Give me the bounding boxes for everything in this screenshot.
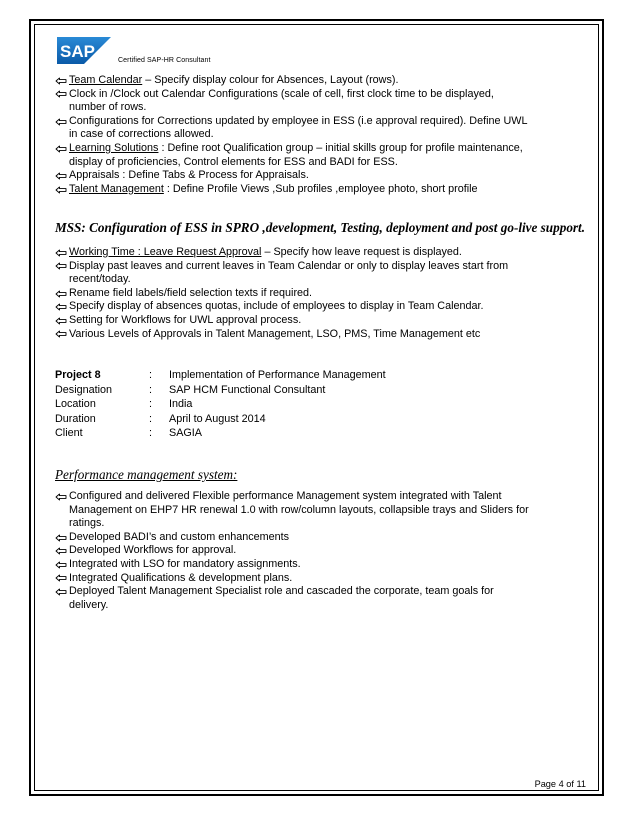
page-number: Page 4 of 11 — [534, 779, 586, 789]
arrow-icon — [55, 260, 69, 274]
bullet-text: Management on EHP7 HR renewal 1.0 with row/column layouts, collapsible trays and Sliders for — [69, 503, 529, 516]
arrow-icon — [55, 490, 69, 504]
bullet-text: : Define Profile Views ,Sub profiles ,employee photo, short profile — [163, 182, 478, 195]
bullet-item — [55, 531, 585, 545]
project-value: April to August 2014 — [169, 412, 266, 425]
project-details-table — [55, 368, 585, 441]
pms-heading: Performance management system: — [55, 467, 238, 482]
sap-logo — [57, 37, 111, 64]
arrow-icon — [55, 183, 69, 197]
arrow-icon — [55, 314, 69, 328]
arrow-icon — [55, 300, 69, 314]
arrow-icon — [55, 585, 69, 599]
bullet-text: Configurations for Corrections updated by employee in ESS (i.e approval required). Define UWL — [69, 114, 528, 127]
bullet-text: : Define root Qualification group – initial skills group for profile maintenance, — [158, 141, 523, 154]
project-row — [55, 412, 585, 427]
bullet-text: number of rows. — [69, 101, 147, 114]
sap-logo-text: SAP — [60, 42, 95, 61]
arrow-icon — [55, 246, 69, 260]
project-row — [55, 426, 585, 441]
colon-separator: : — [149, 412, 152, 425]
arrow-icon — [55, 328, 69, 342]
bullet-text: Rename field labels/field selection texts if required. — [69, 286, 313, 299]
bullet-text: ratings. — [69, 517, 105, 530]
arrow-icon — [55, 572, 69, 586]
bullet-item — [55, 490, 585, 531]
bullet-item — [55, 183, 585, 197]
project-value: SAP HCM Functional Consultant — [169, 383, 326, 396]
bullet-text: recent/today. — [69, 273, 131, 286]
colon-separator: : — [149, 383, 152, 396]
bullet-text: Developed BADI’s and custom enhancements — [69, 530, 290, 543]
underlined-term: Talent Management — [69, 182, 164, 195]
bullet-text: Integrated Qualifications & development plans. — [69, 571, 293, 584]
project-value: SAGIA — [169, 427, 203, 439]
bullet-text: – Specify display colour for Absences, Layout (rows). — [142, 74, 399, 86]
project-value: Implementation of Performance Management — [169, 369, 386, 381]
project-label: Client — [55, 427, 83, 439]
project-row — [55, 368, 585, 383]
arrow-icon — [55, 115, 69, 129]
pms-bullet-list — [55, 490, 585, 612]
colon-separator: : — [149, 427, 152, 439]
underlined-term: Working Time : Leave Request Approval — [69, 246, 262, 258]
arrow-icon — [55, 88, 69, 102]
bullet-text: Developed Workflows for approval. — [69, 544, 237, 557]
bullet-item — [55, 115, 585, 142]
bullet-text: in case of corrections allowed. — [69, 128, 214, 141]
arrow-icon — [55, 74, 69, 88]
bullet-text: delivery. — [69, 598, 109, 611]
project-label: Location — [55, 398, 96, 410]
project-label: Duration — [55, 412, 96, 425]
bullet-item — [55, 558, 585, 572]
colon-separator: : — [149, 398, 152, 410]
bullet-item — [55, 88, 585, 115]
mss-heading: MSS: Configuration of ESS in SPRO ,development, Testing, deployment and post go-live support. — [55, 220, 586, 235]
project-label: Project 8 — [55, 369, 101, 381]
underlined-term: Learning Solutions — [69, 141, 159, 154]
bullet-item — [55, 142, 585, 169]
bullet-item — [55, 300, 585, 314]
bullet-item — [55, 572, 585, 586]
bullet-text: Appraisals : Define Tabs & Process for Appraisals. — [69, 169, 309, 182]
bullet-text: Specify display of absences quotas, include of employees to display in Team Calendar. — [69, 300, 484, 313]
project-value: India — [169, 398, 193, 410]
bullet-text: Configured and delivered Flexible performance Management system integrated with Talent — [69, 490, 502, 502]
bullet-item — [55, 544, 585, 558]
arrow-icon — [55, 558, 69, 572]
bullet-item — [55, 585, 585, 612]
bullet-item — [55, 287, 585, 301]
arrow-icon — [55, 142, 69, 156]
project-row — [55, 397, 585, 412]
arrow-icon — [55, 287, 69, 301]
bullet-item — [55, 169, 585, 183]
bullet-item — [55, 314, 585, 328]
bullet-text: display of proficiencies, Control elements for ESS and BADI for ESS. — [69, 155, 398, 168]
config-bullet-list — [55, 74, 585, 196]
project-row — [55, 383, 585, 398]
bullet-text: Setting for Workflows for UWL approval process. — [69, 313, 302, 326]
bullet-item — [55, 260, 585, 287]
bullet-text: Clock in /Clock out Calendar Configurations (scale of cell, first clock time to be displayed, — [69, 87, 494, 100]
bullet-text: Deployed Talent Management Specialist role and cascaded the corporate, team goals for — [69, 585, 494, 598]
bullet-text: Display past leaves and current leaves in Team Calendar or only to display leaves start from — [69, 259, 509, 272]
arrow-icon — [55, 169, 69, 183]
arrow-icon — [55, 544, 69, 558]
arrow-icon — [55, 531, 69, 545]
underlined-term: Team Calendar — [69, 74, 143, 86]
bullet-item — [55, 246, 585, 260]
bullet-text: Integrated with LSO for mandatory assignments. — [69, 557, 301, 570]
certified-caption: Certified SAP-HR Consultant — [118, 57, 211, 64]
bullet-text: – Specify how leave request is displayed. — [261, 246, 462, 258]
project-label: Designation — [55, 383, 113, 396]
bullet-item — [55, 74, 585, 88]
bullet-text: Various Levels of Approvals in Talent Management, LSO, PMS, Time Management etc — [69, 327, 481, 340]
bullet-item — [55, 328, 585, 342]
mss-bullet-list — [55, 246, 585, 341]
colon-separator: : — [149, 369, 152, 381]
